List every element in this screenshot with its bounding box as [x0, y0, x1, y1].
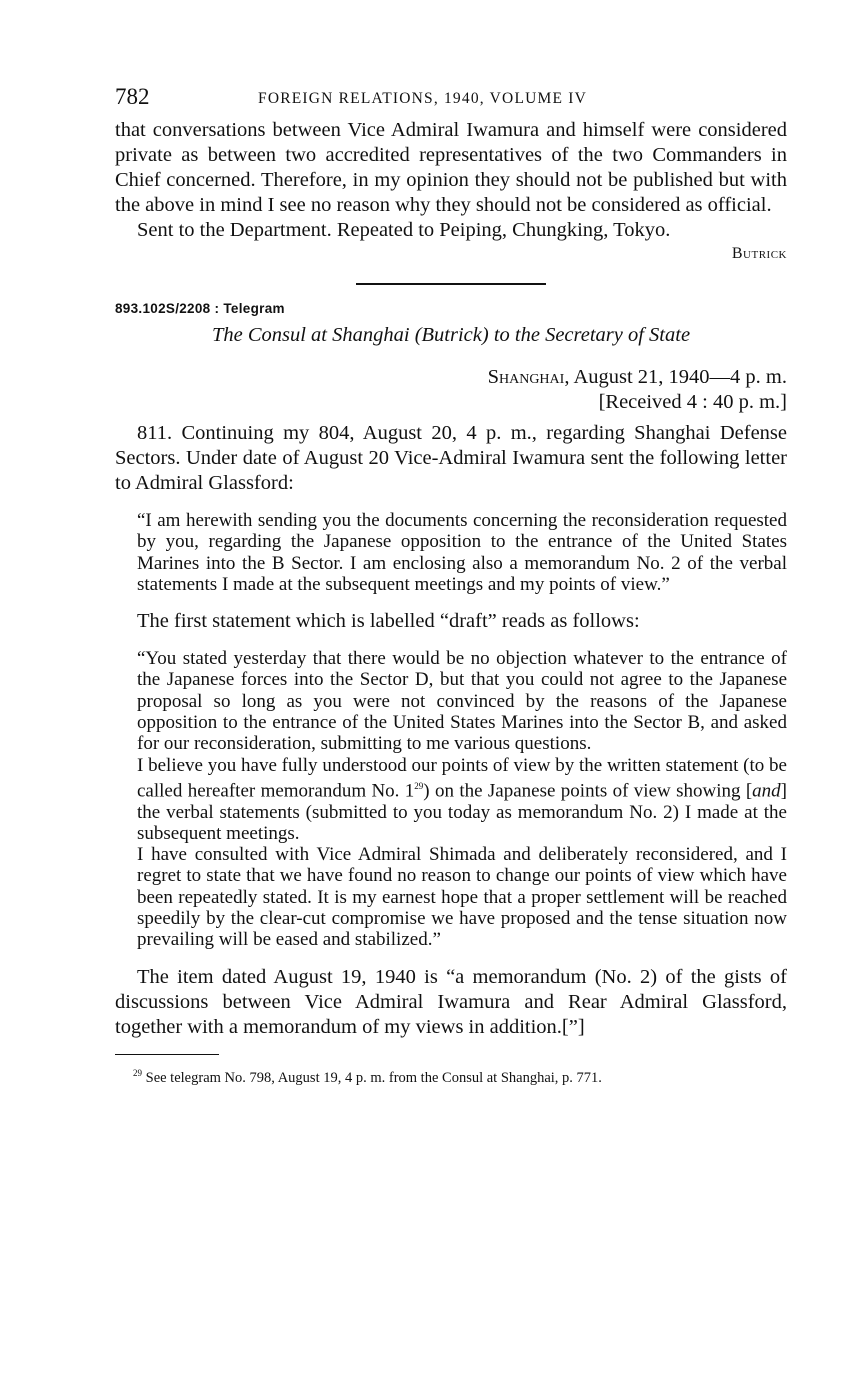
section-divider [356, 283, 546, 285]
document-heading [115, 324, 787, 347]
quoted-draft [137, 648, 787, 950]
draft-2-italic: and [752, 780, 781, 802]
draft-paragraph-2 [137, 755, 787, 845]
footnote-marker: 29 [133, 1067, 142, 1078]
footnote-ref: 29 [414, 780, 424, 791]
carryover-paragraph: that conversations between Vice Admiral Iwamura and himself were considered private as between two accredited representatives of the two Commanders in Chief concerned. Therefore, in my opinion they should not be published but with the above in mind I see no reason why they should not be considered as official. [115, 119, 787, 216]
received-time: [Received 4 : 40 p. m.] [598, 391, 787, 413]
draft-paragraph-1: “You stated yesterday that there would be no objection whatever to the entrance of the Japanese forces into the Sector D, but that you could not agree to the Japanese proposal so long as you were not convinced by the reasons of the Japanese opposition to the entrance of the United States Marines into the Sector B, and asked for our reconsideration, submitting to me various questions. [137, 648, 787, 755]
draft-2-post: ] the verbal statements (submitted to you today as memorandum No. 2) I made at the subsequent meetings. [137, 780, 787, 844]
quoted-letter-text: “I am herewith sending you the documents concerning the reconsideration requested by you, regarding the Japanese opposition to the entrance of the United States Marines into the B Sector. I am enclosing also a memorandum No. 2 of the verbal statements I made at the subsequent meetings and my points of view.” [137, 510, 787, 595]
dateline-place: Shanghai, [487, 366, 570, 388]
page-number: 782 [115, 84, 150, 109]
heading-post: ) to the Secretary of State [481, 324, 691, 346]
document-page [115, 84, 787, 1087]
draft-paragraph-3: I have consulted with Vice Admiral Shimada and deliberately reconsidered, and I regret to state that we have found no reason to change our points of view which have been repeatedly stated. It is my earnest hope that a proper settlement will be reached speedily by the clear-cut compromise we have proposed and the tense situation now prevailing will be eased and stabilized.” [137, 844, 787, 951]
footnote [133, 1068, 787, 1087]
footnote-text: See telegram No. 798, August 19, 4 p. m. from the Consul at Shanghai, p. 771. [142, 1069, 602, 1086]
heading-name: Butrick [421, 324, 482, 346]
draft-2-pre: I believe you have fully understood our points of view by the written statement (to be called hereafter memorandum No. 1 [137, 754, 787, 802]
page-header [115, 84, 787, 118]
draft-2-mid: ) on the Japanese points of view showing [ [423, 780, 753, 802]
paragraph-811: 811. Continuing my 804, August 20, 4 p. m., regarding Shanghai Defense Sectors. Under date of August 20 Vice-Admiral Iwamura sent the following letter to Admiral Glassford: [115, 422, 787, 494]
sent-line: Sent to the Department. Repeated to Peiping, Chungking, Tokyo. [137, 219, 671, 241]
dateline-date: August 21, 1940—4 p. m. [569, 366, 787, 388]
heading-pre: The Consul at Shanghai ( [211, 324, 422, 346]
running-title: FOREIGN RELATIONS, 1940, VOLUME IV [258, 90, 587, 107]
footnote-divider [115, 1054, 219, 1056]
paragraph-first-statement: The first statement which is labelled “draft” reads as follows: [137, 610, 640, 633]
paragraph-item: The item dated August 19, 1940 is “a memorandum (No. 2) of the gists of discussions between Vice Admiral Iwamura and Rear Admiral Glassford, together with a memorandum of my views in addition.[”] [115, 965, 787, 1038]
signature: Butrick [731, 245, 787, 262]
dateline [115, 365, 787, 415]
file-number: 893.102S/2208 : Telegram [115, 301, 285, 316]
quoted-letter [137, 510, 787, 595]
